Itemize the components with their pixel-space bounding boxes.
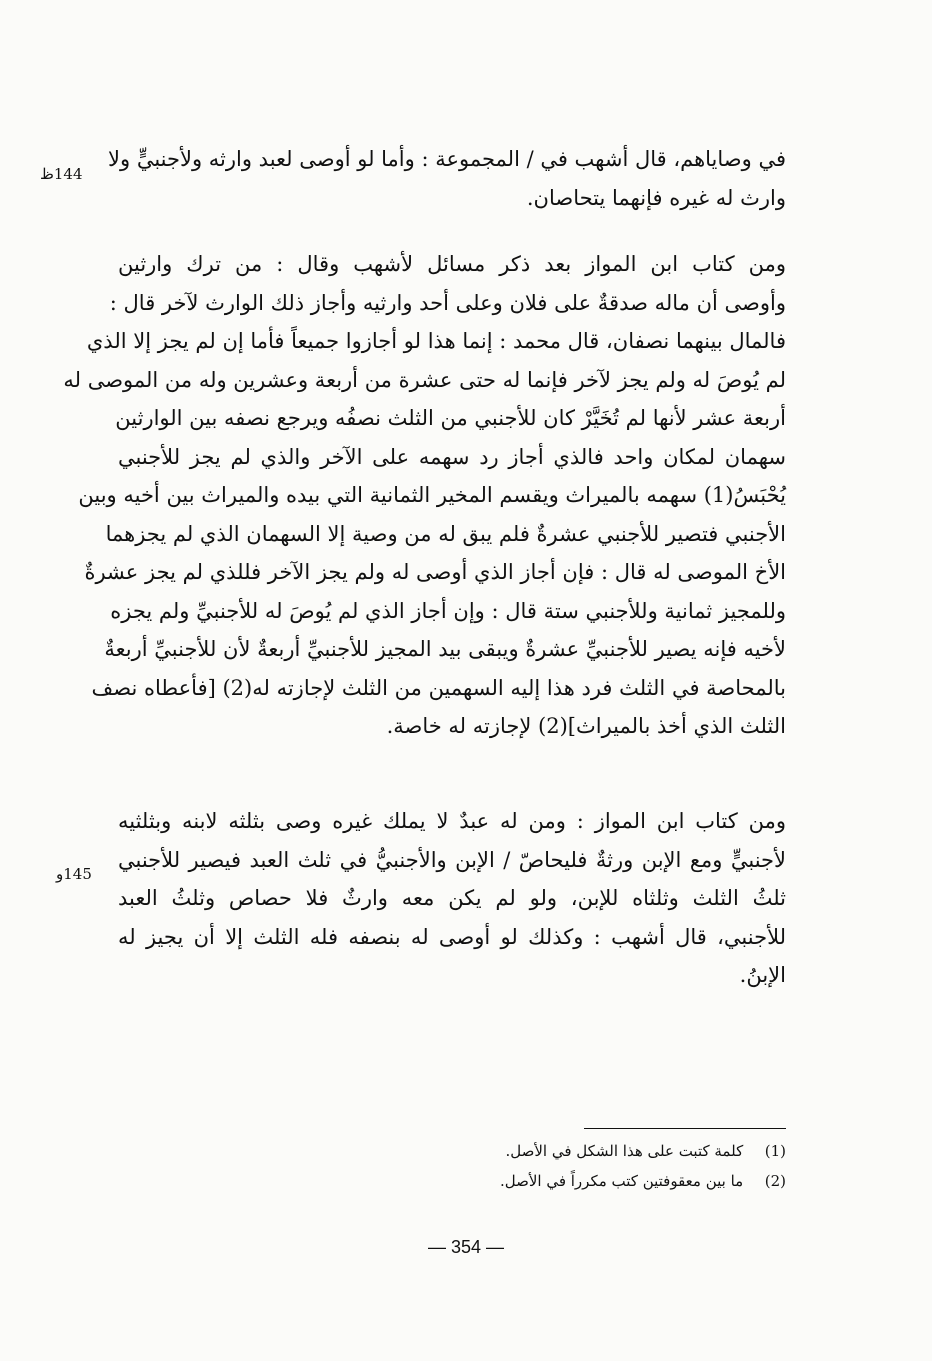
margin-folio-note: 145و (56, 865, 92, 883)
text-line: الثلث الذي أخذ بالميراث](2) لإجازته له خاصة. (386, 714, 786, 738)
text-line: سهمان لمكان واحد فالذي أجاز رد سهمه على الآخر والذي لم يجز للأجنبي (118, 444, 786, 469)
paragraph (118, 802, 786, 995)
footnote-number: (2) (764, 1172, 786, 1190)
footnote (400, 1172, 786, 1190)
text-line: ومن كتاب ابن المواز : ومن له عبدٌ لا يملك غيره وصى بثلثه لابنه وبثلثيه (118, 809, 786, 833)
text-line: لأخيه فإنه يصير للأجنبيِّ عشرةٌ ويبقى بيد المجيز للأجنبيِّ أربعةٌ لأن للأجنبيِّ أربعةٌ (104, 637, 786, 661)
text-line: في وصاياهم، قال أشهب في / المجموعة : وأما لو أوصى لعبد وارثه ولأجنبيٍّ ولا (108, 147, 786, 171)
footnote-text: ما بين معقوفتين كتب مكرراً في الأصل. (499, 1172, 744, 1190)
margin-folio-note: 144ظ (40, 165, 83, 183)
page-number: — 354 — (427, 1237, 505, 1257)
footnote-divider (584, 1128, 786, 1129)
text-line: فالمال بينهما نصفان، قال محمد : إنما هذا لو أجازوا جميعاً فأما إن لم يجز إلا الذي (86, 329, 786, 353)
text-line: ثلثُ الثلث وثلثاه للإبن، ولو لم يكن معه وارثٌ فلا حصاص وثلثُ العبد (118, 886, 786, 910)
text-line: لم يُوصَ له ولم يجز لآخر فإنما له حتى عشرة من أربعة وعشرين وله من الموصى له (63, 367, 786, 392)
text-line: للأجنبي، قال أشهب : وكذلك لو أوصى له بنصفه فله الثلث إلا أن يجيز له (118, 924, 786, 949)
text-line: أربعة عشر لأنها لم تُخَيَّرْ كان للأجنبي من الثلث نصفُه ويرجع نصفه بين الوارثين (115, 406, 786, 430)
footnote-number: (1) (764, 1142, 786, 1160)
paragraph (108, 140, 786, 217)
text-line: يُحْبَسُ(1) سهمه بالميراث ويقسم المخير الثمانية التي بيده والميراث بين أخيه وبين (78, 483, 786, 507)
footnote (400, 1142, 786, 1160)
text-line: بالمحاصة في الثلث فرد هذا إليه السهمين من الثلث لإجازته له(2) [فأعطاه نصف (91, 675, 786, 700)
paragraph (63, 245, 786, 746)
text-line: وأوصى أن ماله صدقةٌ على فلان وعلى أحد وارثيه وأجاز ذلك الوارث لآخر قال : (109, 290, 786, 315)
text-line: الأخ الموصى له قال : فإن أجاز الذي أوصى له ولم يجز الآخر فللذي لم يجز عشرةٌ (84, 560, 786, 584)
text-line: لأجنبيٍّ ومع الإبن ورثةٌ فليحاصّ / الإبن والأجنبيُّ في ثلث العبد فيصير للأجنبي (118, 847, 786, 872)
text-line: وللمجيز ثمانية وللأجنبي ستة قال : وإن أجاز الذي لم يُوصَ له للأجنبيِّ ولم يجزه (110, 598, 786, 623)
text-line: وارث له غيره فإنهما يتحاصان. (526, 185, 786, 210)
text-line: ومن كتاب ابن المواز بعد ذكر مسائل لأشهب وقال : من ترك وارثين (118, 252, 786, 276)
footnote-text: كلمة كتبت على هذا الشكل في الأصل. (505, 1142, 744, 1160)
text-line: الأجنبي فتصير للأجنبي عشرةٌ فلم يبق له من وصية إلا السهمان الذي لم يجزهما (105, 521, 786, 546)
text-line: الإبنُ. (739, 963, 786, 987)
